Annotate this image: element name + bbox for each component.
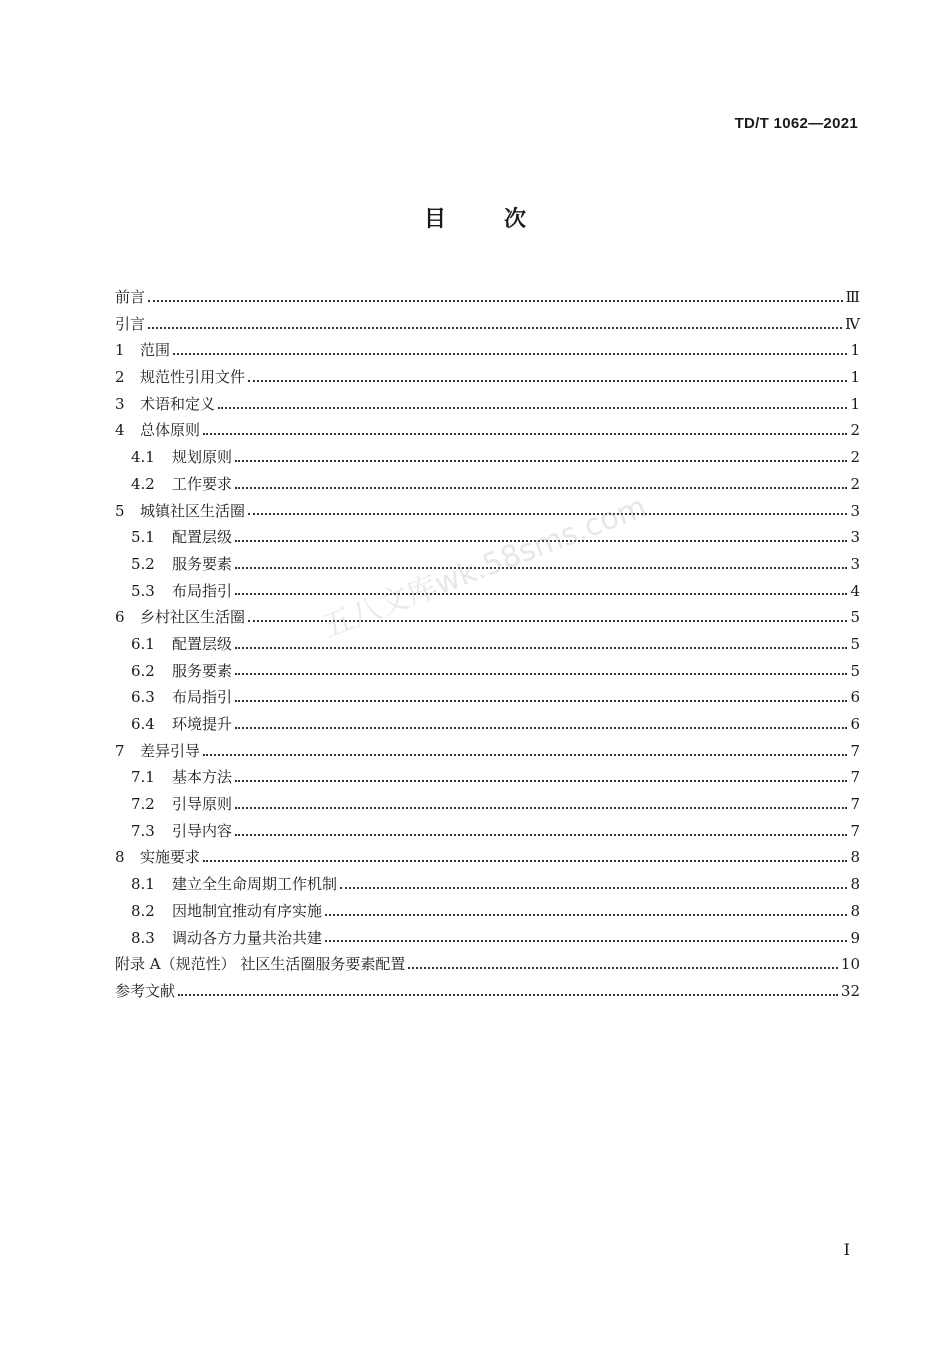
- toc-entry-label: 配置层级: [172, 634, 233, 653]
- toc-entry-page: 7: [850, 741, 860, 760]
- toc-entry-page: 7: [850, 768, 860, 787]
- toc-entry[interactable]: [115, 631, 860, 658]
- toc-entry-label: 城镇社区生活圈: [140, 501, 246, 520]
- toc-entry-page: 1: [850, 368, 860, 387]
- toc-entry[interactable]: [115, 871, 860, 898]
- toc-entry-number: 8.2: [131, 901, 155, 920]
- toc-entry-page: 5: [850, 634, 860, 653]
- toc-leader-dots: [235, 486, 847, 489]
- toc-entry-number: 7: [115, 741, 125, 760]
- toc-entry-page: Ⅳ: [845, 314, 860, 333]
- toc-entry-number: 5.3: [131, 581, 155, 600]
- toc-leader-dots: [148, 326, 842, 329]
- toc-entry-page: 5: [850, 661, 860, 680]
- toc-entry-page: 32: [840, 981, 860, 1000]
- toc-entry-page: 3: [850, 554, 860, 573]
- toc-entry-number: 6.2: [131, 661, 155, 680]
- toc-entry-label: 引导内容: [172, 821, 233, 840]
- toc-leader-dots: [235, 592, 847, 595]
- toc-entry-page: 6: [850, 715, 860, 733]
- toc-entry-number: 7.2: [131, 795, 155, 814]
- toc-entry-label: 差异引导: [140, 741, 201, 760]
- page-title: 目次: [423, 206, 584, 232]
- toc-entry-label: 引言: [115, 314, 146, 333]
- toc-entry[interactable]: [115, 604, 860, 631]
- toc-leader-dots: [408, 966, 838, 969]
- toc-entry[interactable]: [115, 284, 860, 311]
- toc-entry-label: 范围: [140, 341, 171, 360]
- toc-entry-page: 8: [850, 875, 860, 894]
- toc-entry-label: 环境提升: [172, 715, 233, 733]
- toc-entry-page: 8: [850, 848, 860, 867]
- toc-entry-number: 5.2: [131, 554, 155, 573]
- toc-leader-dots: [340, 886, 847, 889]
- toc-entry-label: 服务要素: [172, 661, 233, 680]
- toc-entry-label: 工作要求: [172, 474, 233, 493]
- toc-entry-label: 引导原则: [172, 795, 233, 814]
- toc-entry-number: 4: [115, 421, 125, 440]
- toc-leader-dots: [178, 993, 838, 996]
- toc-leader-dots: [235, 672, 847, 675]
- toc-entry-number: 6.4: [131, 715, 155, 733]
- toc-entry-label: 规范性引用文件: [140, 368, 246, 387]
- toc-entry-label: 术语和定义: [140, 394, 216, 413]
- toc-entry[interactable]: [115, 444, 860, 471]
- toc-entry-number: 1: [115, 341, 125, 360]
- toc-leader-dots: [235, 459, 847, 462]
- toc-leader-dots: [235, 699, 847, 702]
- toc-entry[interactable]: [115, 471, 860, 498]
- toc-entry-page: 4: [850, 581, 860, 600]
- toc-entry-page: Ⅲ: [845, 288, 860, 306]
- toc-entry[interactable]: [115, 417, 860, 444]
- toc-entry[interactable]: [115, 818, 860, 845]
- toc-entry-page: 1: [850, 394, 860, 413]
- toc-entry-label: 服务要素: [172, 554, 233, 573]
- toc-leader-dots: [325, 939, 847, 942]
- toc-entry-label: 因地制宜推动有序实施: [172, 901, 323, 920]
- toc-entry-label: 建立全生命周期工作机制: [172, 875, 338, 894]
- toc-entry[interactable]: [115, 925, 860, 952]
- toc-entry[interactable]: [115, 898, 860, 925]
- toc-entry-number: 5.1: [131, 528, 155, 547]
- toc-entry-label: 规划原则: [172, 448, 233, 467]
- toc-entry-page: 1: [850, 341, 860, 360]
- toc-entry-page: 7: [850, 821, 860, 840]
- toc-entry[interactable]: [115, 711, 860, 738]
- toc-entry-page: 2: [850, 474, 860, 493]
- toc-entry[interactable]: [115, 391, 860, 418]
- toc-entry-label: 布局指引: [172, 688, 233, 707]
- toc-entry-number: 5: [115, 501, 125, 520]
- toc-leader-dots: [235, 566, 847, 569]
- toc-leader-dots: [203, 432, 847, 435]
- toc-entry[interactable]: [115, 791, 860, 818]
- toc-entry-page: 3: [850, 528, 860, 547]
- toc-entry-number: 6.1: [131, 634, 155, 653]
- toc-entry[interactable]: [115, 978, 860, 1005]
- toc-entry[interactable]: [115, 764, 860, 791]
- toc-entry-page: 6: [850, 688, 860, 707]
- toc-leader-dots: [248, 379, 847, 382]
- toc-entry-page: 7: [850, 795, 860, 814]
- toc-leader-dots: [148, 299, 843, 302]
- toc-entry-label: 布局指引: [172, 581, 233, 600]
- toc-entry-number: 4.1: [131, 448, 155, 467]
- toc-leader-dots: [203, 753, 847, 756]
- toc-entry[interactable]: [115, 337, 860, 364]
- toc-entry-label: 基本方法: [172, 768, 233, 787]
- toc-leader-dots: [325, 913, 847, 916]
- toc-entry-page: 2: [850, 448, 860, 467]
- toc-entry[interactable]: [115, 951, 860, 978]
- toc-entry-page: 9: [850, 928, 860, 947]
- toc-entry-page: 10: [840, 955, 860, 974]
- toc-entry-label: 实施要求: [140, 848, 201, 867]
- toc-entry[interactable]: [115, 498, 860, 525]
- toc-entry-number: 7.3: [131, 821, 155, 840]
- toc-entry-number: 8: [115, 848, 125, 867]
- toc-entry[interactable]: [115, 364, 860, 391]
- toc-entry-label: 配置层级: [172, 528, 233, 547]
- toc-leader-dots: [235, 726, 847, 729]
- toc-entry-number: 8.3: [131, 928, 155, 947]
- toc-leader-dots: [218, 406, 847, 409]
- toc-leader-dots: [173, 352, 847, 355]
- toc-entry-label: 参考文献: [115, 981, 176, 1000]
- toc-entry-number: 2: [115, 368, 125, 387]
- toc-entry-label: 乡村社区生活圈: [140, 608, 246, 627]
- toc-entry-number: 4.2: [131, 474, 155, 493]
- toc-entry-number: 7.1: [131, 768, 155, 787]
- toc-entry[interactable]: [115, 684, 860, 711]
- toc-entry-label: 调动各方力量共治共建: [172, 928, 323, 947]
- toc-leader-dots: [203, 859, 847, 862]
- page-number: I: [843, 1240, 850, 1259]
- toc-entry-page: 8: [850, 901, 860, 920]
- toc-entry-number: 6: [115, 608, 125, 627]
- toc-entry[interactable]: [115, 844, 860, 871]
- toc-entry-label: 总体原则: [140, 421, 201, 440]
- toc-entry-page: 2: [850, 421, 860, 440]
- toc-entry-label: 附录 A（规范性） 社区生活圈服务要素配置: [115, 955, 406, 974]
- toc-leader-dots: [235, 806, 847, 809]
- toc-entry[interactable]: [115, 738, 860, 765]
- toc-entry[interactable]: [115, 658, 860, 685]
- table-of-contents: [115, 284, 860, 1005]
- document-code: TD/T 1062—2021: [734, 115, 858, 132]
- toc-leader-dots: [235, 833, 847, 836]
- toc-entry[interactable]: [115, 311, 860, 338]
- toc-entry-page: 5: [850, 608, 860, 627]
- toc-entry-number: 3: [115, 394, 125, 413]
- watermark: 五八文库wk.58sms.com: [317, 489, 652, 646]
- toc-entry-label: 前言: [115, 288, 146, 306]
- toc-entry-number: 8.1: [131, 875, 155, 894]
- toc-leader-dots: [235, 646, 847, 649]
- toc-entry-number: 6.3: [131, 688, 155, 707]
- toc-entry-page: 3: [850, 501, 860, 520]
- toc-leader-dots: [235, 779, 847, 782]
